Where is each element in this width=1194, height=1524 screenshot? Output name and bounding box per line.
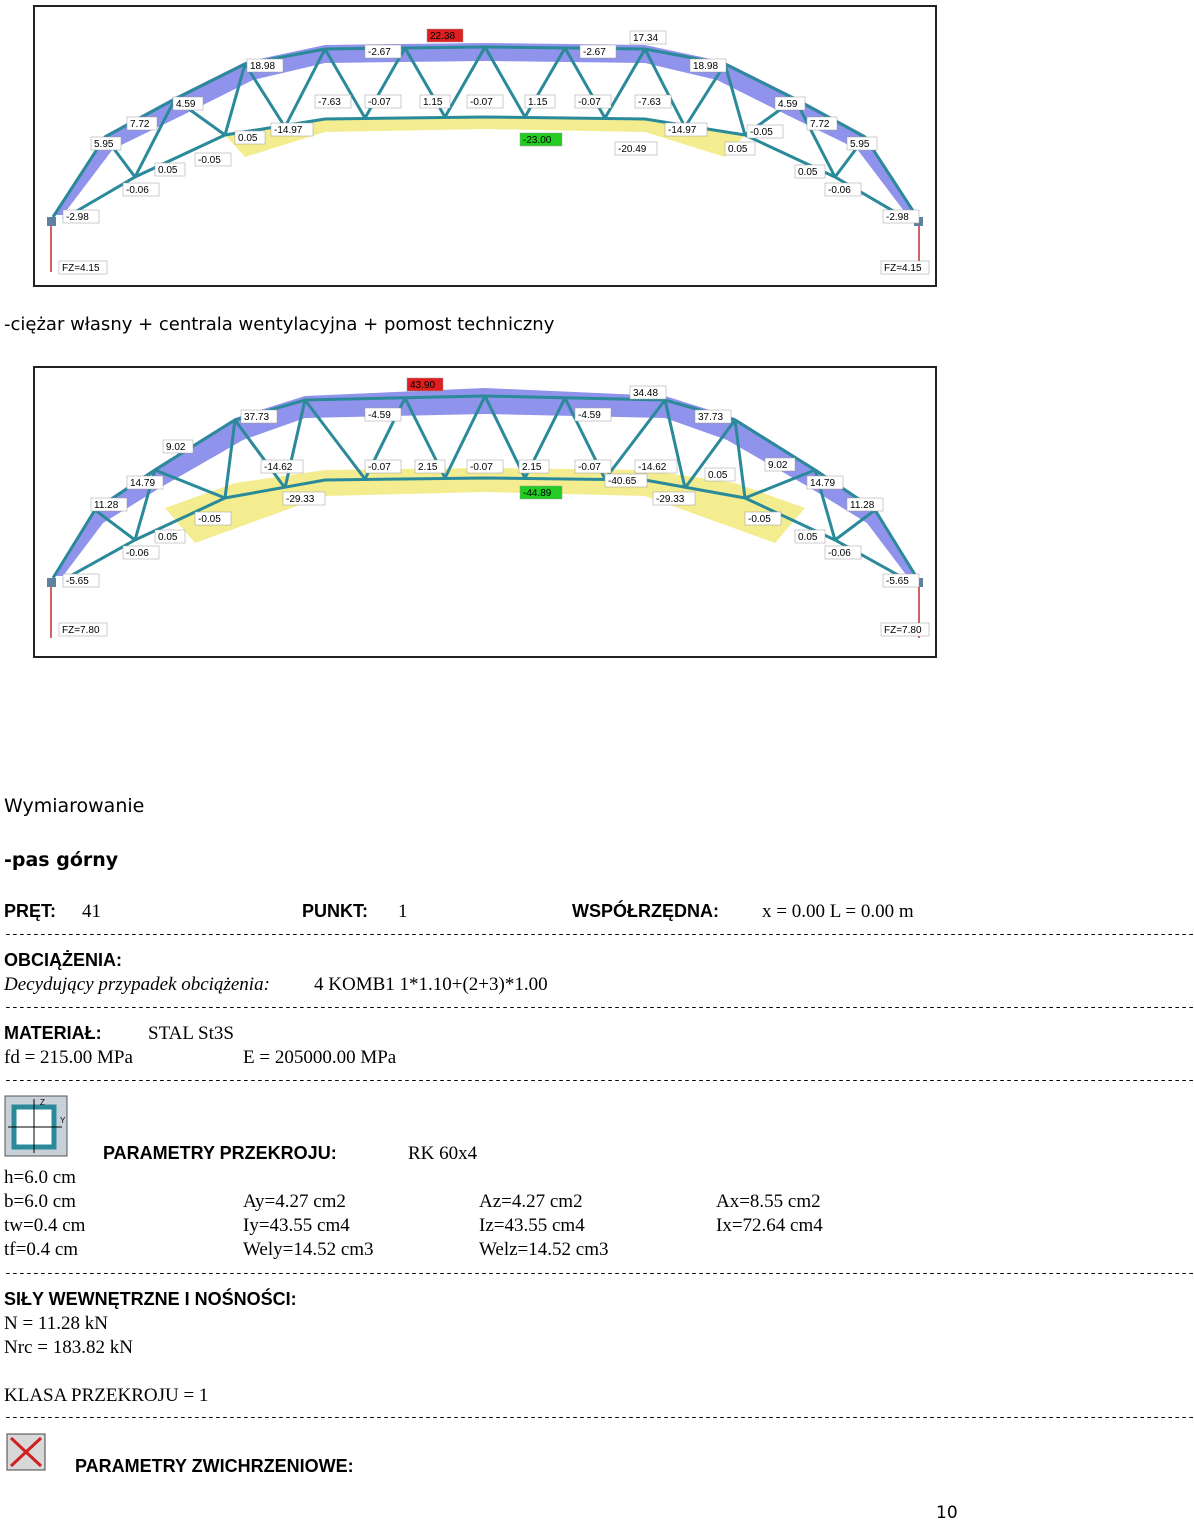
load-case-caption: -ciężar własny + centrala wentylacyjna + pomost techniczny bbox=[4, 314, 555, 335]
force-label: 34.48 bbox=[633, 388, 659, 399]
subsection-title: -pas górny bbox=[4, 849, 119, 871]
axis-y-label: Y bbox=[60, 1116, 66, 1125]
material-value: STAL St3S bbox=[148, 1023, 234, 1044]
force-label: -23.00 bbox=[523, 135, 552, 146]
force-label: FZ=7.80 bbox=[62, 625, 100, 636]
force-label: FZ=4.15 bbox=[884, 263, 922, 274]
separator: -------------------------------------------------------------------------------------------------------------------------------------------------------------------------- bbox=[4, 1410, 1194, 1425]
param-tf: tf=0.4 cm bbox=[4, 1239, 79, 1260]
force-label: -40.65 bbox=[608, 476, 637, 487]
force-label: 22.38 bbox=[430, 31, 456, 42]
cross-section-icon bbox=[4, 1095, 68, 1157]
force-label: -14.97 bbox=[274, 125, 303, 136]
force-label: -4.59 bbox=[368, 410, 391, 421]
force-label: -7.63 bbox=[638, 97, 661, 108]
force-label: 1.15 bbox=[528, 97, 548, 108]
force-label: -14.97 bbox=[668, 125, 697, 136]
param-ax: Ax=8.55 cm2 bbox=[716, 1191, 821, 1212]
punkt-label: PUNKT: bbox=[302, 901, 368, 921]
force-label: 14.79 bbox=[810, 478, 836, 489]
force-label: -5.65 bbox=[886, 576, 909, 587]
sily-label: SIŁY WEWNĘTRZNE I NOŚNOŚCI: bbox=[4, 1289, 297, 1309]
pret-label: PRĘT: bbox=[4, 901, 57, 921]
e-value: E = 205000.00 MPa bbox=[243, 1047, 397, 1068]
force-label: -14.62 bbox=[638, 462, 667, 473]
force-label: 11.28 bbox=[850, 500, 875, 511]
force-label: -0.05 bbox=[750, 127, 773, 138]
pret-value: 41 bbox=[82, 901, 101, 922]
force-label: -7.63 bbox=[318, 97, 341, 108]
force-label: 14.79 bbox=[130, 478, 156, 489]
obciazenia-value: 4 KOMB1 1*1.10+(2+3)*1.00 bbox=[314, 974, 548, 995]
param-az: Az=4.27 cm2 bbox=[479, 1191, 583, 1212]
force-label: 0.05 bbox=[158, 532, 178, 543]
force-label: -0.06 bbox=[828, 548, 851, 559]
force-label: 0.05 bbox=[708, 470, 728, 481]
force-label: -4.59 bbox=[578, 410, 601, 421]
force-label: -0.06 bbox=[126, 185, 149, 196]
force-label: 0.05 bbox=[158, 165, 178, 176]
section-title: Wymiarowanie bbox=[4, 795, 145, 817]
force-label: 2.15 bbox=[522, 462, 542, 473]
force-label: -2.67 bbox=[583, 47, 606, 58]
force-label: 11.28 bbox=[94, 500, 119, 511]
force-label: -5.65 bbox=[66, 576, 89, 587]
force-label: 0.05 bbox=[728, 144, 748, 155]
punkt-value: 1 bbox=[398, 901, 408, 922]
param-label: PARAMETRY PRZEKROJU: bbox=[103, 1143, 337, 1163]
force-label: -2.67 bbox=[368, 47, 391, 58]
klasa-value: KLASA PRZEKROJU = 1 bbox=[4, 1385, 209, 1406]
force-label: 18.98 bbox=[693, 61, 719, 72]
force-label: -0.06 bbox=[126, 548, 149, 559]
force-label: -2.98 bbox=[886, 212, 909, 223]
force-label: -0.05 bbox=[198, 155, 221, 166]
truss-members bbox=[53, 47, 917, 219]
separator: -------------------------------------------------------------------------------------------------------------------------------------------------------------------------- bbox=[4, 1000, 1194, 1015]
truss-diagram-1 bbox=[33, 5, 937, 287]
force-label: 37.73 bbox=[244, 412, 270, 423]
force-label: FZ=4.15 bbox=[62, 263, 100, 274]
param-h: h=6.0 cm bbox=[4, 1167, 76, 1188]
force-label: 5.95 bbox=[94, 139, 114, 150]
force-label: 7.72 bbox=[810, 119, 830, 130]
force-label: -0.07 bbox=[368, 97, 391, 108]
force-label: -14.62 bbox=[264, 462, 293, 473]
param-iy: Iy=43.55 cm4 bbox=[243, 1215, 350, 1236]
force-label: 9.02 bbox=[166, 442, 186, 453]
fd-value: fd = 215.00 MPa bbox=[4, 1047, 133, 1068]
zwichrzeniowe-label: PARAMETRY ZWICHRZENIOWE: bbox=[75, 1456, 354, 1476]
force-label: 9.02 bbox=[768, 460, 788, 471]
force-label: -0.05 bbox=[748, 514, 771, 525]
force-label: 2.15 bbox=[418, 462, 438, 473]
param-wely: Wely=14.52 cm3 bbox=[243, 1239, 374, 1260]
force-label: 4.59 bbox=[176, 99, 196, 110]
force-label: -44.89 bbox=[523, 488, 552, 499]
force-label: -0.07 bbox=[368, 462, 391, 473]
force-label: 0.05 bbox=[238, 133, 258, 144]
param-welz: Welz=14.52 cm3 bbox=[479, 1239, 609, 1260]
force-label: 0.05 bbox=[798, 167, 818, 178]
param-b: b=6.0 cm bbox=[4, 1191, 76, 1212]
force-label: -0.06 bbox=[828, 185, 851, 196]
wspolrzedna-label: WSPÓŁRZĘDNA: bbox=[572, 901, 719, 921]
obciazenia-text: Decydujący przypadek obciążenia: bbox=[4, 974, 270, 995]
nrc-value: Nrc = 183.82 kN bbox=[4, 1337, 133, 1358]
force-label: 0.05 bbox=[798, 532, 818, 543]
axis-z-label: Z bbox=[40, 1098, 45, 1107]
param-tw: tw=0.4 cm bbox=[4, 1215, 86, 1236]
force-label: 18.98 bbox=[250, 61, 276, 72]
force-label: FZ=7.80 bbox=[884, 625, 922, 636]
force-label: -0.07 bbox=[470, 97, 493, 108]
force-label: -0.07 bbox=[578, 97, 601, 108]
truss-svg-2 bbox=[35, 368, 935, 656]
force-label: -29.33 bbox=[656, 494, 685, 505]
force-label: 37.73 bbox=[698, 412, 724, 423]
material-label: MATERIAŁ: bbox=[4, 1023, 102, 1043]
param-ay: Ay=4.27 cm2 bbox=[243, 1191, 346, 1212]
param-ix: Ix=72.64 cm4 bbox=[716, 1215, 823, 1236]
page-number: 10 bbox=[936, 1503, 958, 1523]
force-label: -20.49 bbox=[618, 144, 647, 155]
wspolrzedna-value: x = 0.00 L = 0.00 m bbox=[762, 901, 914, 922]
separator: -------------------------------------------------------------------------------------------------------------------------------------------------------------------------- bbox=[4, 1073, 1194, 1088]
force-label: -0.07 bbox=[578, 462, 601, 473]
truss-diagram-2 bbox=[33, 366, 937, 658]
force-label: -29.33 bbox=[286, 494, 315, 505]
param-value: RK 60x4 bbox=[408, 1143, 478, 1164]
separator: -------------------------------------------------------------------------------------------------------------------------------------------------------------------------- bbox=[4, 1266, 1194, 1281]
force-label: -2.98 bbox=[66, 212, 89, 223]
truss-svg-1 bbox=[35, 7, 935, 285]
force-label: 17.34 bbox=[633, 33, 659, 44]
force-label: 4.59 bbox=[778, 99, 798, 110]
force-label: 7.72 bbox=[130, 119, 150, 130]
obciazenia-label: OBCIĄŻENIA: bbox=[4, 950, 122, 970]
force-label: 43.90 bbox=[410, 380, 436, 391]
param-iz: Iz=43.55 cm4 bbox=[479, 1215, 585, 1236]
force-label: -0.07 bbox=[470, 462, 493, 473]
force-label: 5.95 bbox=[850, 139, 870, 150]
force-label: -0.05 bbox=[198, 514, 221, 525]
lateral-buckling-icon bbox=[6, 1433, 46, 1471]
force-label: 1.15 bbox=[423, 97, 443, 108]
n-value: N = 11.28 kN bbox=[4, 1313, 108, 1334]
separator: -------------------------------------------------------------------------------------------------------------------------------------------------------------------------- bbox=[4, 927, 1194, 942]
